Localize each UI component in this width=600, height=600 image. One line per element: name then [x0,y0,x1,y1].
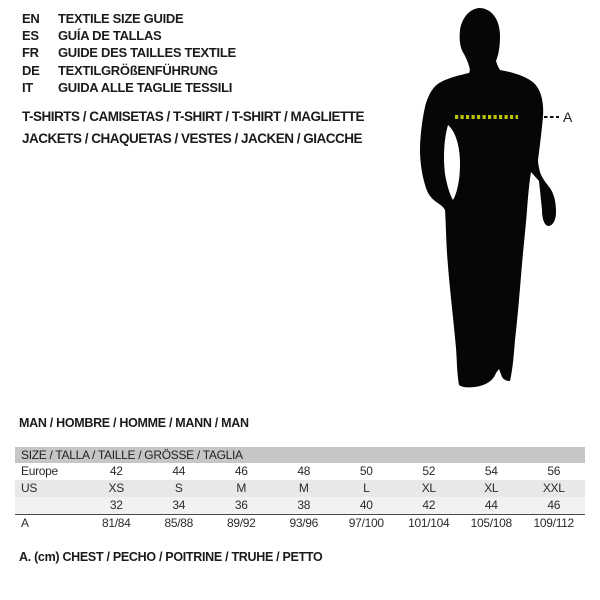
language-row [22,27,236,44]
size-cell: M [298,481,309,495]
size-cell: 38 [297,498,311,512]
language-label: GUIDE DES TAILLES TEXTILE [58,45,236,61]
language-row [22,44,236,61]
measurement-footnote: A. (cm) CHEST / PECHO / POITRINE / TRUHE / PETTO [19,550,323,564]
table-row-chest-a [15,514,585,532]
language-code: FR [22,45,39,61]
size-cell: 40 [359,498,373,512]
size-cell: 42 [109,464,123,478]
language-code: DE [22,62,40,78]
size-cell: 48 [297,464,311,478]
size-cell: 44 [172,464,186,478]
size-cell: 105/108 [470,516,512,530]
measure-label-a: A [563,109,573,125]
size-cell: L [363,481,370,495]
size-cell: XL [484,481,499,495]
man-silhouette-figure [400,0,600,400]
size-cell: 42 [422,498,436,512]
language-label: GUÍA DE TALLAS [58,28,162,44]
size-cell: 54 [484,464,498,478]
language-code: EN [22,11,40,26]
category-block [22,106,364,149]
size-cell: 56 [547,464,561,478]
language-title-block [22,10,236,96]
size-cell: 97/100 [348,516,384,530]
language-row [22,79,236,96]
size-cell: 109/112 [533,516,574,530]
size-cell: 32 [109,498,123,512]
category-line-tshirts: T-SHIRTS / CAMISETAS / T-SHIRT / T-SHIRT / MAGLIETTE [22,109,365,124]
size-cell: 81/84 [101,516,131,530]
size-cell: 50 [359,464,373,478]
language-label: GUIDA ALLE TAGLIE TESSILI [58,79,233,95]
size-cell: 46 [547,498,561,512]
table-row-numeric [15,497,585,514]
row-label: A [21,516,29,530]
table-row-us [15,480,585,497]
language-row [22,10,236,27]
size-cell: 89/92 [226,516,256,530]
size-cell: 34 [172,498,186,512]
size-cell: XS [108,481,124,495]
table-row-europe [15,463,585,480]
row-label [15,497,85,514]
row-label: US [21,481,38,495]
man-silhouette-svg [400,0,600,400]
size-table [15,447,585,532]
language-row [22,62,236,79]
size-cell: M [236,481,247,495]
size-cell: 52 [422,464,436,478]
size-cell: 46 [234,464,248,478]
size-cell: 44 [484,498,498,512]
size-cell: XL [421,481,436,495]
language-label: TEXTILE SIZE GUIDE [58,11,184,26]
language-code: ES [22,28,39,44]
row-label: Europe [21,464,58,478]
language-label: TEXTILGRÖßENFÜHRUNG [58,62,218,78]
size-cell: 36 [234,498,248,512]
section-title-man: MAN / HOMBRE / HOMME / MANN / MAN [19,416,249,430]
size-cell: XXL [542,481,565,495]
size-cell: S [174,481,183,495]
language-code: IT [22,79,33,95]
category-line-jackets: JACKETS / CHAQUETAS / VESTES / JACKEN / GIACCHE [22,130,363,146]
man-silhouette [420,8,556,387]
size-table-header: SIZE / TALLA / TAILLE / GRÖSSE / TAGLIA [15,447,585,463]
size-cell: 101/104 [408,516,450,530]
size-cell: 93/96 [289,516,319,530]
size-cell: 85/88 [164,516,194,530]
